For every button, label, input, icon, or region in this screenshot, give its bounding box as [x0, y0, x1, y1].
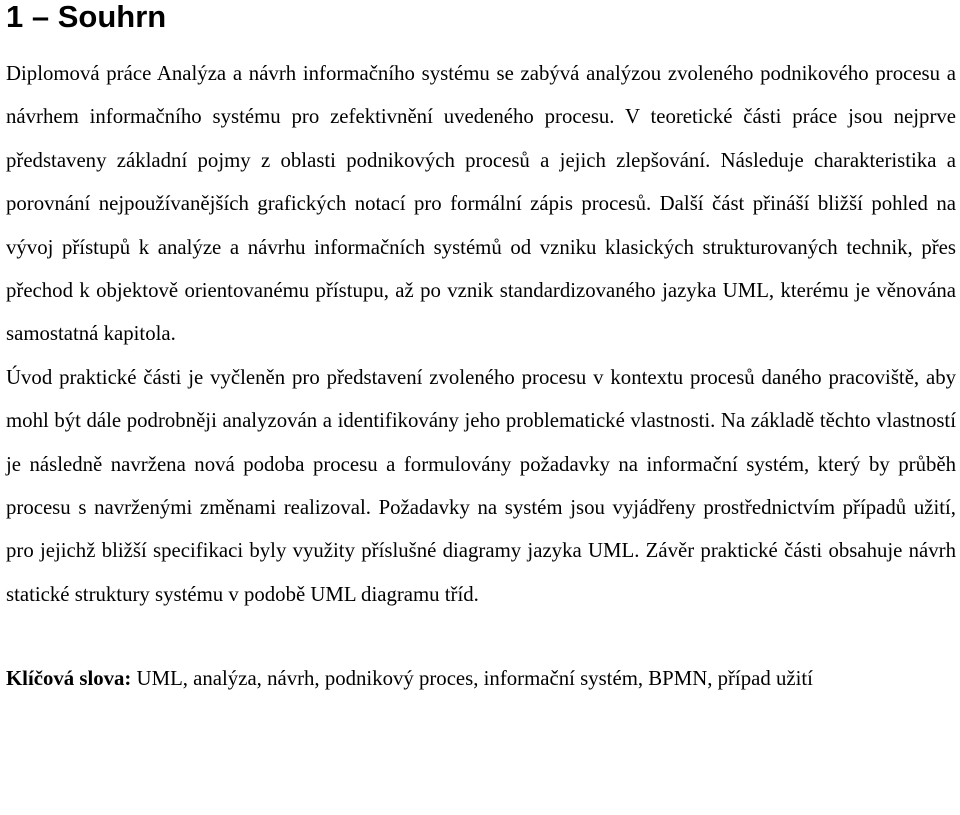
keywords-label: Klíčová slova:: [6, 667, 132, 691]
document-page: [6, 0, 956, 701]
abstract-paragraph-practice: Úvod praktické části je vyčleněn pro představení zvoleného procesu v kontextu procesů daného pracoviště, aby mohl být dále podrobněji analyzován a identifikovány jeho problematické vlastnosti. Na základě těchto vlastností je následně navržena nová podoba procesu a formulovány požadavky na informační systém, který by průběh procesu s navrženými změnami realizoval. Požadavky na systém jsou vyjádřeny prostřednictvím případů užití, pro jejichž bližší specifikaci byly využity příslušné diagramy jazyka UML. Závěr praktické části obsahuje návrh statické struktury systému v podobě UML diagramu tříd.: [6, 365, 956, 606]
section-heading: 1 – Souhrn: [6, 0, 167, 34]
keywords-line: [6, 657, 956, 700]
abstract-paragraph-theory: Diplomová práce Analýza a návrh informačního systému se zabývá analýzou zvoleného podnikového procesu a návrhem informačního systému pro zefektivnění uvedeného procesu. V teoretické části práce jsou nejprve představeny základní pojmy z oblasti podnikových procesů a jejich zlepšování. Následuje charakteristika a porovnání nejpoužívanějších grafických notací pro formální zápis procesů. Další část přináší bližší pohled na vývoj přístupů k analýze a návrhu informačních systémů od vzniku klasických strukturovaných technik, přes přechod k objektově orientovanému přístupu, až po vznik standardizovaného jazyka UML, kterému je věnována samostatná kapitola.: [6, 62, 956, 346]
keywords-text: UML, analýza, návrh, podnikový proces, informační systém, BPMN, případ užití: [131, 667, 813, 691]
